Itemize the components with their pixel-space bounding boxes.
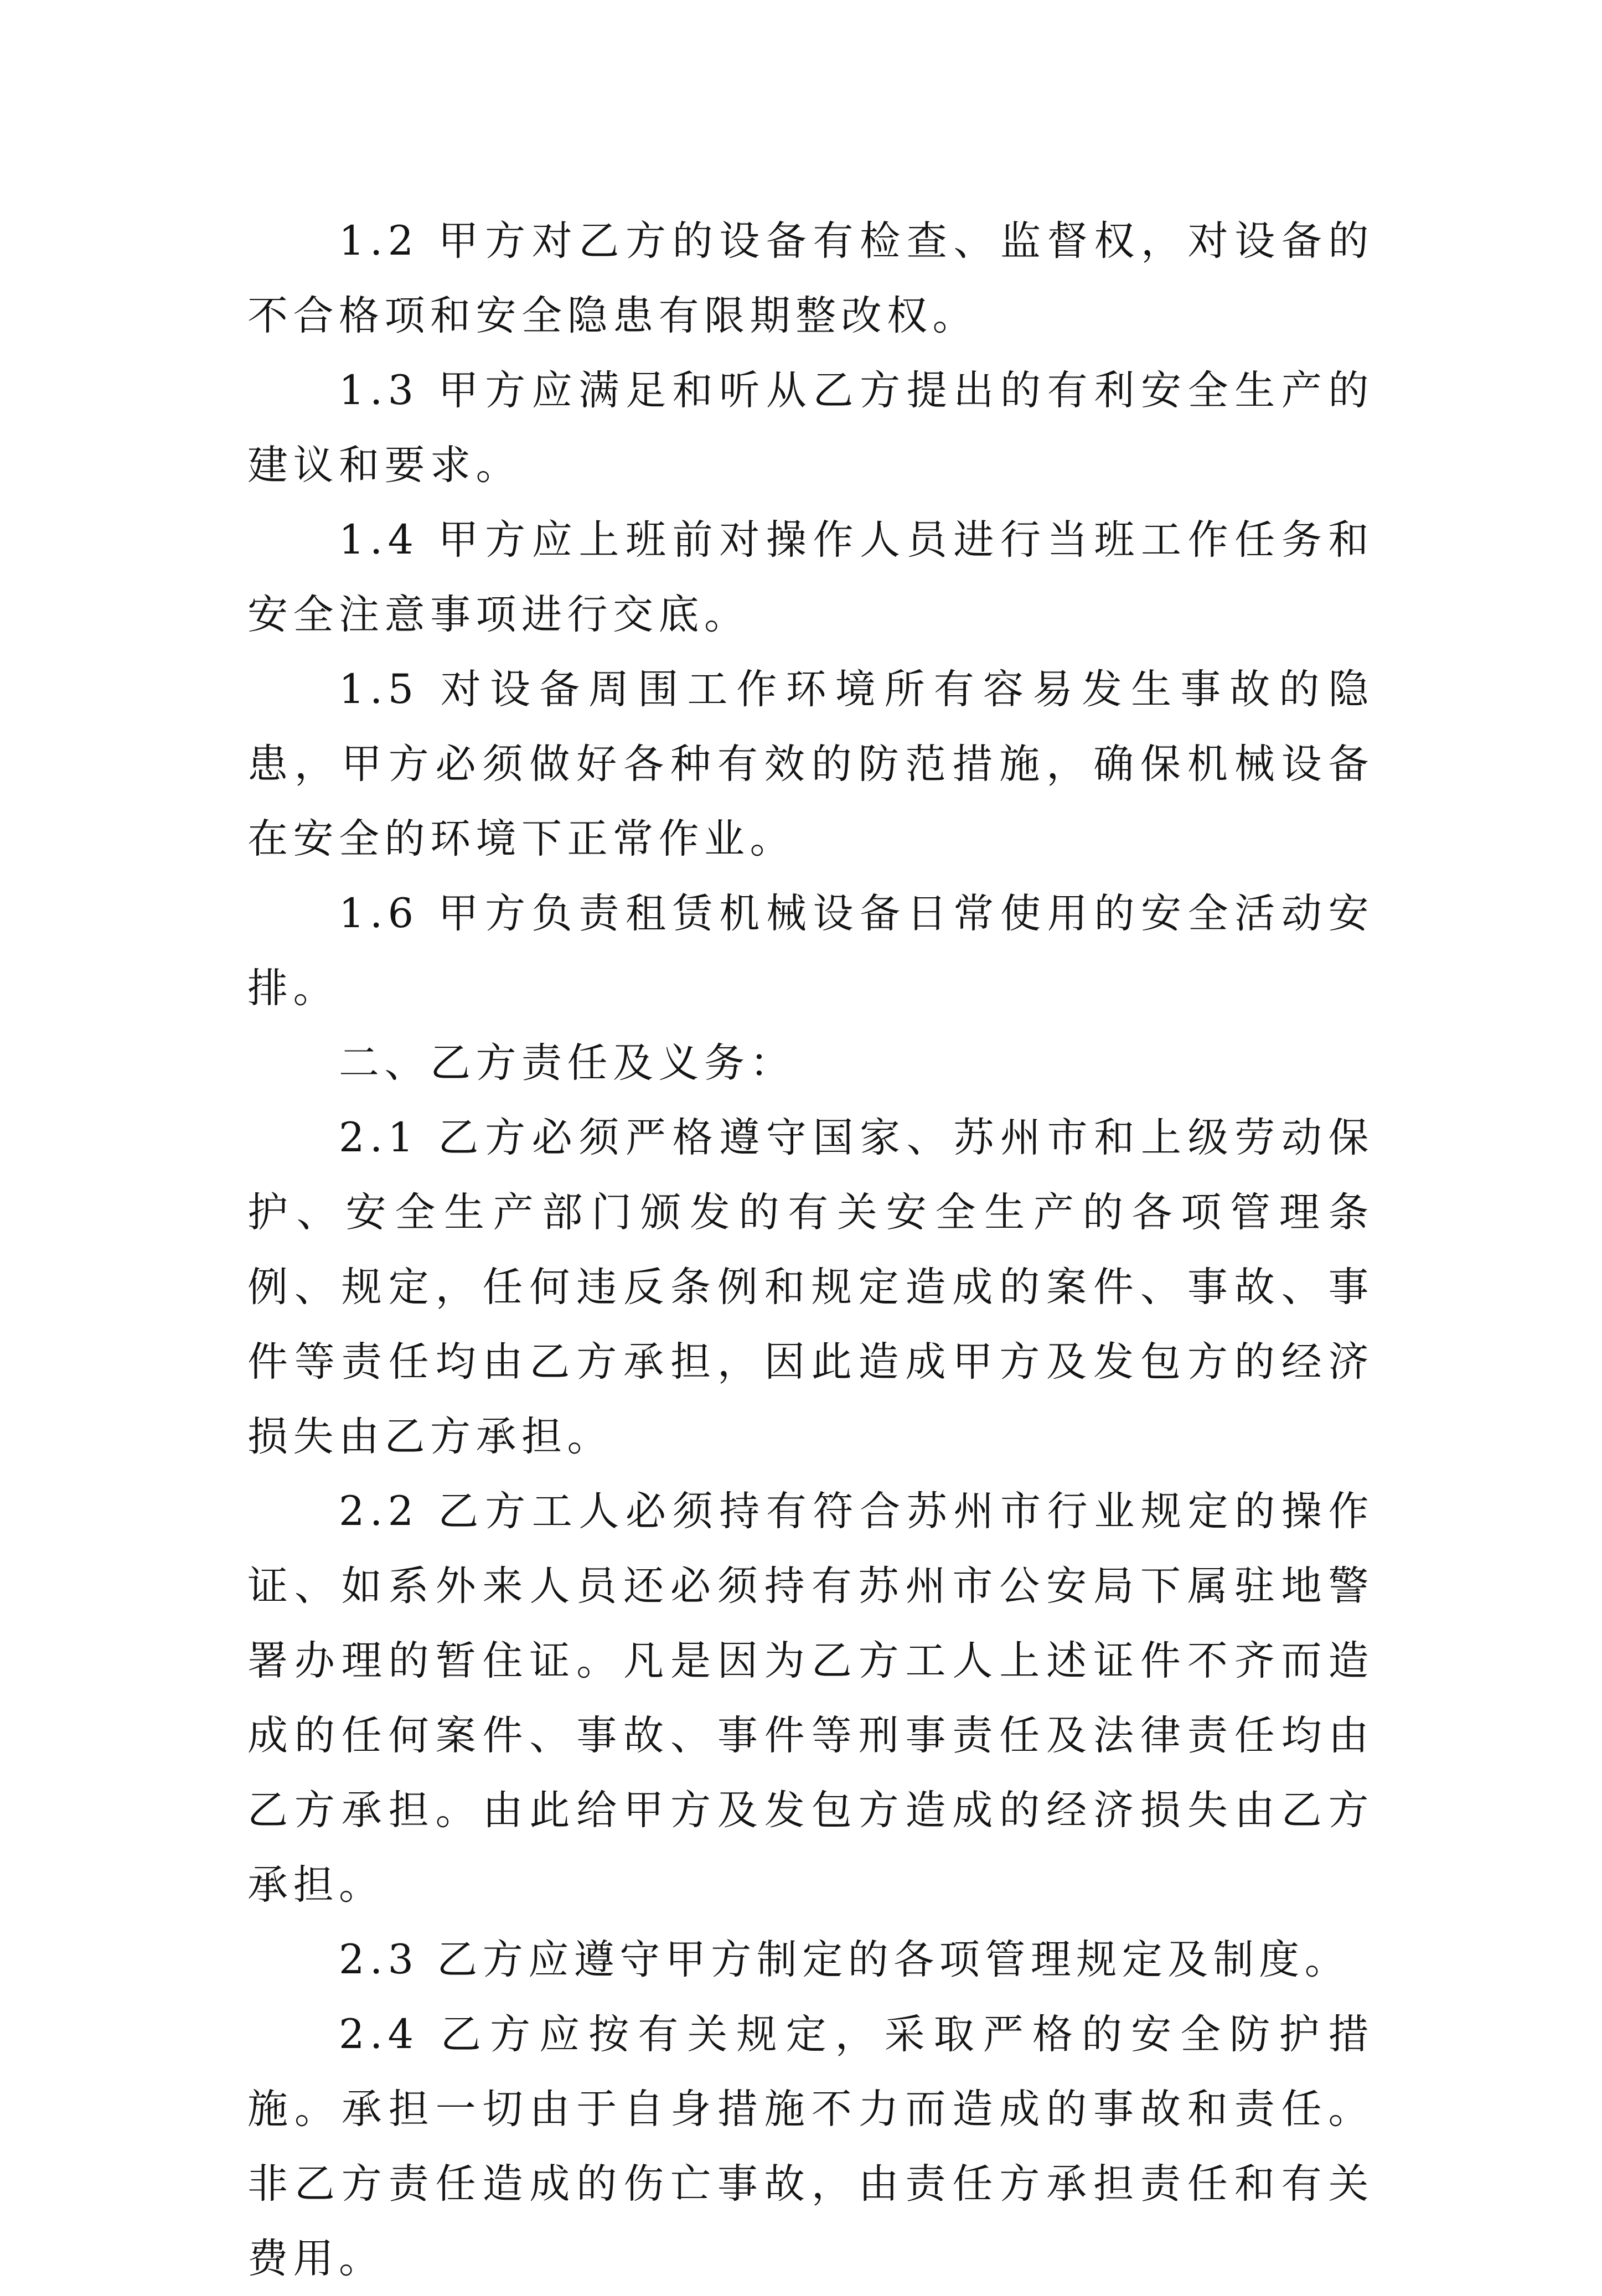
- section-heading-party-b: 二、乙方责任及义务：: [339, 1040, 795, 1087]
- paragraph-1-3: 1.3 甲方应满足和听从乙方提出的有利安全生产的建议和要求。: [247, 367, 1374, 489]
- paragraph-2-3: 2.3 乙方应遵守甲方制定的各项管理规定及制度。: [339, 1936, 1351, 1983]
- paragraph-1-5: 1.5 对设备周围工作环境所有容易发生事故的隐患，甲方必须做好各种有效的防范措施，确保机械设备在安全的环境下正常作业。: [247, 666, 1374, 862]
- paragraph-1-6: 1.6 甲方负责租赁机械设备日常使用的安全活动安排。: [247, 890, 1374, 1012]
- paragraph-2-4: 2.4 乙方应按有关规定，采取严格的安全防护措施。承担一切由于自身措施不力而造成的事故和责任。非乙方责任造成的伤亡事故，由责任方承担责任和有关费用。: [247, 2011, 1374, 2282]
- paragraph-1-4: 1.4 甲方应上班前对操作人员进行当班工作任务和安全注意事项进行交底。: [247, 516, 1374, 638]
- paragraph-2-1: 2.1 乙方必须严格遵守国家、苏州市和上级劳动保护、安全生产部门颁发的有关安全生产的各项管理条例、规定，任何违反条例和规定造成的案件、事故、事件等责任均由乙方承担，因此造成甲方及发包方的经济损失由乙方承担。: [247, 1114, 1374, 1460]
- paragraph-2-2: 2.2 乙方工人必须持有符合苏州市行业规定的操作证、如系外来人员还必须持有苏州市公安局下属驻地警署办理的暂住证。凡是因为乙方工人上述证件不齐而造成的任何案件、事故、事件等刑事责任及法律责任均由乙方承担。由此给甲方及发包方造成的经济损失由乙方承担。: [247, 1488, 1374, 1909]
- document-body: [247, 204, 1374, 2296]
- paragraph-1-2: 1.2 甲方对乙方的设备有检查、监督权，对设备的不合格项和安全隐患有限期整改权。: [247, 218, 1374, 339]
